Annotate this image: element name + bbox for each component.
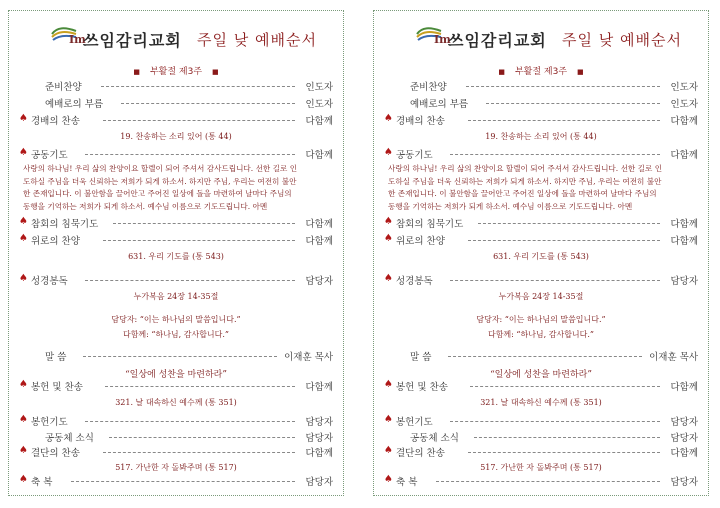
leader-dots [468,240,660,241]
item-role: 담당자 [305,417,333,428]
item-label: 결단의 찬송 [396,448,445,459]
spade-icon: ♠ [384,379,393,390]
offering-hymn: 321. 날 대속하신 예수께 (통 351) [480,398,602,407]
leader-dots [85,154,295,155]
sermon-title: “일상에 성찬을 마련하라” [125,370,227,380]
item-label: 공동체 소식 [410,433,459,444]
item-role: 인도자 [670,82,698,93]
item-role: 다함께 [670,219,698,230]
spade-icon: ♠ [19,474,28,485]
response-congregation: 다함께: “하나님, 감사합니다.” [122,330,230,339]
leader-dots [85,280,295,281]
item-role: 다함께 [305,116,333,127]
item-label: 봉헌기도 [396,417,433,428]
order-item-sermon [374,349,708,363]
item-role: 담당자 [305,276,333,287]
response-congregation: 다함께: “하나님, 감사합니다.” [487,330,595,339]
subtitle: 부활절 제3주 [149,67,203,77]
item-role: 다함께 [670,236,698,247]
order-item-offering-prayer [9,414,343,428]
leader-dots [121,103,295,104]
leader-dots [470,386,660,387]
order-item-offering [374,379,708,393]
square-bullet-icon: ■ [498,68,505,76]
item-label: 공동체 소식 [45,433,94,444]
leader-dots [103,452,295,453]
leader-dots [474,437,660,438]
item-label: 경배의 찬송 [396,116,445,127]
logo-text: Im [434,33,451,46]
item-label: 참회의 침묵기도 [396,219,464,230]
offering-hymn: 321. 날 대속하신 예수께 (통 351) [115,398,237,407]
item-role: 이재훈 목사 [649,352,698,363]
item-label: 결단의 찬송 [31,448,80,459]
item-label: 성경봉독 [31,276,68,287]
order-item-praise [374,113,708,127]
order-item-assurance [9,233,343,247]
order-item-confession [374,216,708,230]
leader-dots [85,421,295,422]
item-label: 경배의 찬송 [31,116,80,127]
order-item-offering [9,379,343,393]
scripture-reference: 누가복음 24장 14-35절 [133,292,219,301]
order-item-scripture [374,273,708,287]
prayer-line: 동행을 기억하는 저희가 되게 하소서. 예수님 이름으로 기도드립니다. 아멘 [388,201,633,211]
item-role: 다함께 [670,150,698,161]
item-label: 봉헌 및 찬송 [396,382,448,393]
order-item-prayer [374,147,708,161]
leader-dots [478,223,660,224]
item-role: 담당자 [670,433,698,444]
response-leader: 담당자: “이는 하나님의 말씀입니다.” [476,315,606,324]
spade-icon: ♠ [384,474,393,485]
spade-icon: ♠ [384,113,393,124]
leader-dots [466,86,660,87]
closing-hymn-text: 517. 가난한 자 돌봐주며 (통 517) [480,463,602,472]
order-item-prelude [374,79,708,93]
spade-icon: ♠ [19,445,28,456]
leader-dots [83,356,277,357]
order-item-scripture [9,273,343,287]
prayer-line: 한 존재입니다. 이 불안함을 끌어안고 주어진 일상에 돌을 마련하여 날마다 주님의 [388,189,657,198]
spade-icon: ♠ [19,147,28,158]
spade-icon: ♠ [19,379,28,390]
order-item-announcements [9,430,343,444]
leader-dots [103,240,295,241]
order-item-announcements [374,430,708,444]
prayer-line: 사랑의 하나님! 우리 삶의 찬양이요 할렐이 되어 주셔서 감사드립니다. 선한 길로 인 [23,164,298,173]
order-item-closing-hymn [374,445,708,459]
spade-icon: ♠ [19,233,28,244]
item-label: 위로의 찬양 [396,236,445,247]
praise-hymn: 19. 찬송하는 소리 있어 (통 44) [485,132,597,141]
prayer-text [23,163,331,213]
item-label: 축 복 [31,477,53,488]
spade-icon: ♠ [384,445,393,456]
order-item-call-to-worship [374,96,708,110]
spade-icon: ♠ [19,216,28,227]
leader-dots [101,86,295,87]
item-label: 예배로의 부름 [410,99,469,110]
item-role: 담당자 [670,417,698,428]
item-label: 예배로의 부름 [45,99,104,110]
item-label: 공동기도 [396,150,433,161]
leader-dots [468,120,660,121]
subtitle-row [9,64,343,77]
leader-dots [450,154,660,155]
item-role: 담당자 [670,477,698,488]
item-role: 담당자 [670,276,698,287]
order-item-call-to-worship [9,96,343,110]
item-role: 담당자 [305,477,333,488]
bulletin-panel-right [373,10,709,496]
prayer-line: 동행을 기억하는 저희가 되게 하소서. 예수님 이름으로 기도드립니다. 아멘 [23,201,268,211]
bulletin-panel-left [8,10,344,496]
logo-text: Im [69,33,86,46]
item-label: 말 씀 [410,352,432,363]
bulletin-header [9,21,343,77]
item-role: 다함께 [670,382,698,393]
item-label: 위로의 찬양 [31,236,80,247]
closing-hymn-text: 517. 가난한 자 돌봐주며 (통 517) [115,463,237,472]
spade-icon: ♠ [19,273,28,284]
leader-dots [71,481,295,482]
church-name: 쓰임감리교회 [448,31,547,50]
spade-icon: ♠ [384,273,393,284]
item-label: 참회의 침묵기도 [31,219,99,230]
spade-icon: ♠ [19,113,28,124]
spade-icon: ♠ [19,414,28,425]
order-item-sermon [9,349,343,363]
item-role: 다함께 [670,116,698,127]
item-label: 준비찬양 [410,82,447,93]
response-leader: 담당자: “이는 하나님의 말씀입니다.” [111,315,241,324]
leader-dots [113,223,295,224]
item-role: 인도자 [305,82,333,93]
square-bullet-icon: ■ [577,68,584,76]
leader-dots [450,421,660,422]
leader-dots [468,452,660,453]
assurance-hymn: 631. 우리 기도를 (통 543) [493,252,589,261]
bulletin-header [374,21,708,77]
item-role: 인도자 [670,99,698,110]
item-role: 다함께 [670,448,698,459]
prayer-line: 도하실 주님을 더욱 신뢰하는 저희가 되게 하소서. 하지만 주님, 우리는 여전히 불안 [23,176,297,186]
leader-dots [105,386,295,387]
item-role: 다함께 [305,448,333,459]
spade-icon: ♠ [384,414,393,425]
service-title: 주일 낮 예배순서 [562,31,682,49]
order-item-benediction [374,474,708,488]
scripture-reference: 누가복음 24장 14-35절 [498,292,584,301]
leader-dots [448,356,642,357]
item-role: 다함께 [305,236,333,247]
spade-icon: ♠ [384,147,393,158]
square-bullet-icon: ■ [133,68,140,76]
item-role: 담당자 [305,433,333,444]
item-label: 준비찬양 [45,82,82,93]
order-item-offering-prayer [374,414,708,428]
order-item-assurance [374,233,708,247]
prayer-line: 한 존재입니다. 이 불안함을 끌어안고 주어진 일상에 돌을 마련하여 날마다 주님의 [23,189,292,198]
item-role: 인도자 [305,99,333,110]
square-bullet-icon: ■ [212,68,219,76]
item-label: 봉헌 및 찬송 [31,382,83,393]
praise-hymn: 19. 찬송하는 소리 있어 (통 44) [120,132,232,141]
leader-dots [450,280,660,281]
leader-dots [436,481,660,482]
sermon-title: “일상에 성찬을 마련하라” [490,370,592,380]
item-label: 축 복 [396,477,418,488]
leader-dots [103,120,295,121]
leader-dots [109,437,295,438]
order-item-confession [9,216,343,230]
spade-icon: ♠ [384,216,393,227]
item-label: 봉헌기도 [31,417,68,428]
item-label: 성경봉독 [396,276,433,287]
service-title: 주일 낮 예배순서 [197,31,317,49]
item-role: 다함께 [305,219,333,230]
order-item-prayer [9,147,343,161]
item-role: 이재훈 목사 [284,352,333,363]
item-role: 다함께 [305,382,333,393]
church-name: 쓰임감리교회 [83,31,182,50]
order-item-closing-hymn [9,445,343,459]
prayer-text [388,163,696,213]
subtitle: 부활절 제3주 [514,67,568,77]
item-label: 공동기도 [31,150,68,161]
assurance-hymn: 631. 우리 기도를 (통 543) [128,252,224,261]
order-item-praise [9,113,343,127]
order-item-prelude [9,79,343,93]
item-role: 다함께 [305,150,333,161]
prayer-line: 도하실 주님을 더욱 신뢰하는 저희가 되게 하소서. 하지만 주님, 우리는 여전히 불안 [388,176,662,186]
spade-icon: ♠ [384,233,393,244]
leader-dots [486,103,660,104]
item-label: 말 씀 [45,352,67,363]
order-item-benediction [9,474,343,488]
prayer-line: 사랑의 하나님! 우리 삶의 찬양이요 할렐이 되어 주셔서 감사드립니다. 선한 길로 인 [388,164,663,173]
subtitle-row [374,64,708,77]
